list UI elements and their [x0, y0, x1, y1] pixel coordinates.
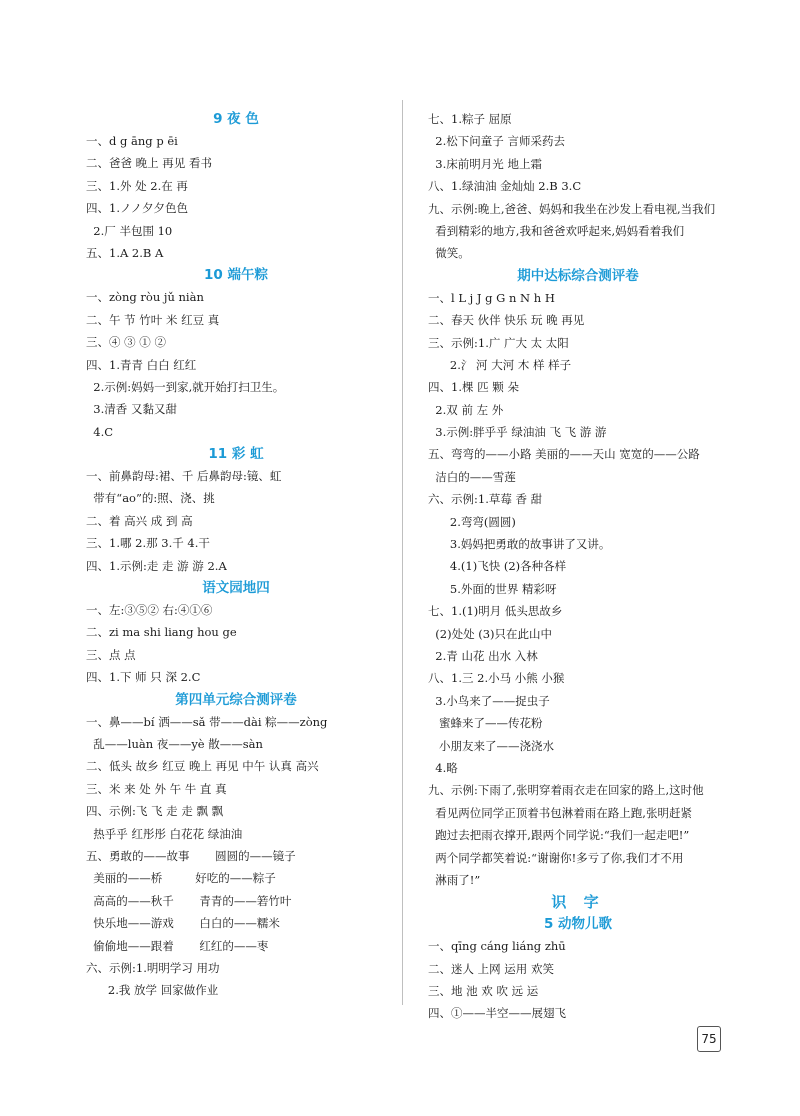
answer-line: 蜜蜂来了——传花粉	[428, 716, 543, 731]
answer-line: 二、春天 伙伴 快乐 玩 晚 再见	[428, 313, 585, 328]
answer-line: 五、1.A 2.B A	[86, 245, 164, 260]
section-title: 5 动物儿歌	[543, 916, 613, 933]
answer-line: 三、1.外 处 2.在 再	[86, 178, 188, 193]
answer-line: 五、弯弯的——小路 美丽的——天山 宽宽的——公路	[428, 447, 700, 462]
answer-line: 五、勇敢的——故事 圆圆的——镜子	[86, 848, 296, 863]
answer-line: 六、示例:1.明明学习 用功	[86, 960, 220, 975]
answer-line: 2.松下问童子 言师采药去	[428, 134, 565, 149]
answer-line: 快乐地——游戏 白白的——糯米	[86, 916, 280, 931]
answer-line: 八、1.绿油油 金灿灿 2.B 3.C	[428, 179, 582, 194]
section-title: 识 字	[551, 893, 605, 912]
answer-line: 四、1.ノノ夕夕色色	[86, 201, 189, 216]
answer-line: 六、示例:1.草莓 香 甜	[428, 492, 543, 507]
answer-line: 小朋友来了——浇浇水	[428, 738, 554, 753]
answer-line: 3.小鸟来了——捉虫子	[428, 693, 550, 708]
answer-line: 2.厂 半包围 10	[86, 223, 173, 238]
section-title: 9 夜 色	[213, 111, 259, 127]
answer-line: 二、爸爸 晚上 再见 看书	[86, 156, 212, 171]
answer-line: 一、鼻——bí 洒——sǎ 带——dài 粽——zòng	[86, 714, 328, 729]
answer-line: 九、示例:晚上,爸爸、妈妈和我坐在沙发上看电视,当我们	[428, 201, 716, 216]
answer-line: 二、着 高兴 成 到 高	[86, 513, 193, 528]
answer-line: 八、1.三 2.小马 小熊 小猴	[428, 671, 565, 686]
answer-line: 高高的——秋千 青青的——箬竹叶	[86, 893, 292, 908]
answer-line: 3.妈妈把勇敢的故事讲了又讲。	[428, 537, 611, 552]
section-title: 期中达标综合测评卷	[517, 267, 639, 284]
answer-line: 一、前鼻韵母:裙、千 后鼻韵母:镜、虹	[86, 469, 282, 484]
answer-line: 3.床前明月光 地上霜	[428, 156, 542, 171]
answer-line: 二、zi ma shi liang hou ge	[86, 625, 237, 640]
answer-line: 5.外面的世界 精彩呀	[428, 581, 557, 596]
answer-line: 3.清香 又黏又甜	[86, 402, 177, 417]
answer-line: 4.C	[86, 424, 114, 439]
answer-line: 九、示例:下雨了,张明穿着雨衣走在回家的路上,这时他	[428, 783, 704, 798]
answer-line: 一、d g āng p ēi	[86, 134, 178, 148]
answer-line: 二、午 节 竹叶 米 红豆 真	[86, 312, 220, 327]
answer-line: 淋雨了!”	[428, 872, 481, 887]
answer-line: 跑过去把雨衣撑开,跟两个同学说:“我们一起走吧!”	[428, 828, 690, 843]
answer-line: 2.我 放学 回家做作业	[86, 983, 219, 998]
answer-line: 两个同学都笑着说:“谢谢你!多亏了你,我们才不用	[428, 850, 684, 865]
answer-line: 2.氵 河 大河 木 样 样子	[428, 357, 572, 372]
answer-line: 看到精彩的地方,我和爸爸欢呼起来,妈妈看着我们	[428, 223, 685, 238]
section-title: 11 彩 虹	[208, 446, 264, 463]
left-column	[86, 108, 386, 1002]
answer-line: 一、左:③⑤② 右:④①⑥	[86, 603, 213, 618]
answer-line: 三、地 池 欢 吹 远 运	[428, 984, 539, 999]
answer-line: 看见两位同学正顶着书包淋着雨在路上跑,张明赶紧	[428, 805, 692, 820]
answer-line: 4.略	[428, 760, 458, 775]
answer-line: 二、低头 故乡 红豆 晚上 再见 中午 认真 高兴	[86, 759, 319, 774]
answer-line: 三、1.哪 2.那 3.千 4.干	[86, 536, 210, 551]
column-divider	[402, 100, 403, 1005]
page-number: 75	[697, 1026, 721, 1052]
answer-line: 三、米 来 处 外 午 牛 直 真	[86, 781, 227, 796]
answer-line: 一、zòng ròu jǔ niàn	[86, 290, 204, 305]
answer-line: 四、①——半空——展翅飞	[428, 1006, 566, 1021]
answer-line: 2.弯弯(圆圆)	[428, 514, 516, 529]
right-column	[428, 108, 728, 1025]
answer-line: 带有“ao”的:照、浇、挑	[86, 491, 215, 506]
answer-line: (2)处处 (3)只在此山中	[428, 626, 553, 641]
answer-line: 热乎乎 红彤彤 白花花 绿油油	[86, 826, 243, 841]
answer-line: 2.青 山花 出水 入林	[428, 648, 538, 663]
answer-line: 乱——luàn 夜——yè 散——sàn	[86, 736, 263, 751]
answer-line: 四、1.示例:走 走 游 游 2.A	[86, 558, 227, 573]
answer-line: 美丽的——桥 好吃的——粽子	[86, 871, 276, 886]
answer-line: 微笑。	[428, 246, 470, 261]
section-title: 第四单元综合测评卷	[175, 691, 297, 708]
answer-line: 七、1.(1)明月 低头思故乡	[428, 604, 563, 619]
answer-line: 2.示例:妈妈一到家,就开始打扫卫生。	[86, 379, 285, 394]
answer-line: 3.示例:胖乎乎 绿油油 飞 飞 游 游	[428, 425, 607, 440]
answer-line: 4.(1)飞快 (2)各种各样	[428, 559, 567, 574]
answer-line: 三、点 点	[86, 647, 136, 662]
answer-line: 二、迷人 上网 运用 欢笑	[428, 961, 554, 976]
answer-line: 偷偷地——跟着 红红的——枣	[86, 938, 269, 953]
answer-line: 一、qīng cáng liáng zhū	[428, 939, 566, 954]
section-title: 10 端午粽	[204, 267, 268, 284]
answer-line: 三、④ ③ ① ②	[86, 335, 166, 350]
answer-line: 七、1.粽子 屈原	[428, 112, 512, 126]
answer-line: 一、l L j J g G n N h H	[428, 290, 555, 305]
answer-line: 三、示例:1.广 广大 太 太阳	[428, 335, 569, 350]
answer-line: 2.双 前 左 外	[428, 402, 504, 417]
answer-line: 四、示例:飞 飞 走 走 飘 飘	[86, 804, 224, 819]
answer-line: 四、1.青青 白白 红红	[86, 357, 197, 372]
answer-line: 洁白的——雪莲	[428, 469, 516, 484]
answer-line: 四、1.下 师 只 深 2.C	[86, 670, 201, 685]
section-title: 语文园地四	[202, 580, 270, 597]
answer-line: 四、1.棵 匹 颗 朵	[428, 380, 519, 395]
